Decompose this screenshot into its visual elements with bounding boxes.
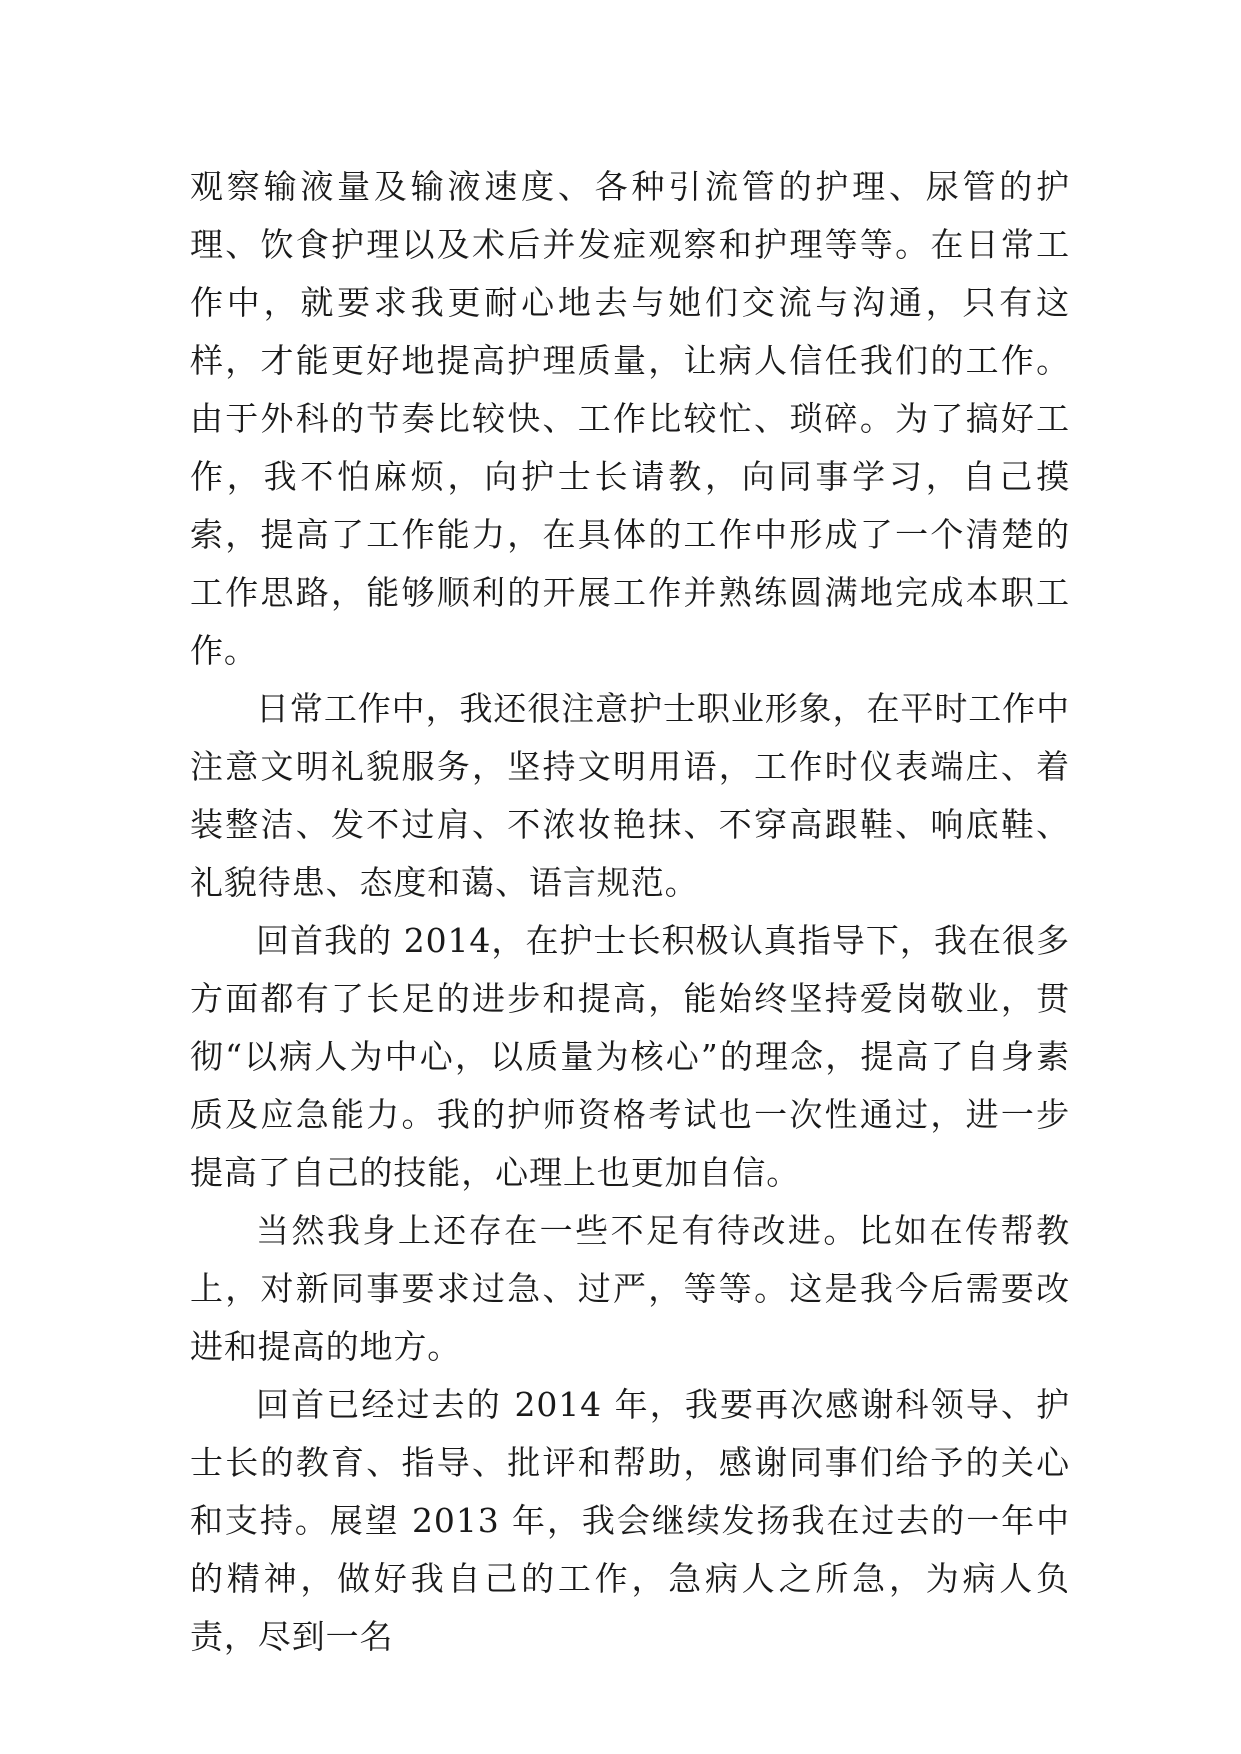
paragraph-3: 回首我的 2014，在护士长积极认真指导下，我在很多方面都有了长足的进步和提高，能始终坚持爱岗敬业，贯彻“以病人为中心，以质量为核心”的理念，提高了自身素质及应急能力。我的护师资格考试也一次性通过，进一步提高了自己的技能，心理上也更加自信。 (190, 921, 1070, 1192)
paragraph-4: 当然我身上还存在一些不足有待改进。比如在传帮教上，对新同事要求过急、过严，等等。这是我今后需要改进和提高的地方。 (190, 1211, 1070, 1366)
paragraph-2: 日常工作中，我还很注意护士职业形象，在平时工作中注意文明礼貌服务，坚持文明用语，工作时仪表端庄、着装整洁、发不过肩、不浓妆艳抹、不穿高跟鞋、响底鞋、礼貌待患、态度和蔼、语言规范。 (190, 689, 1070, 902)
document-body (190, 158, 1070, 1666)
paragraph-1: 观察输液量及输液速度、各种引流管的护理、尿管的护理、饮食护理以及术后并发症观察和护理等等。在日常工作中，就要求我更耐心地去与她们交流与沟通，只有这样，才能更好地提高护理质量，让病人信任我们的工作。由于外科的节奏比较快、工作比较忙、琐碎。为了搞好工作，我不怕麻烦，向护士长请教，向同事学习，自己摸索，提高了工作能力，在具体的工作中形成了一个清楚的工作思路，能够顺利的开展工作并熟练圆满地完成本职工作。 (190, 167, 1070, 670)
paragraph-5: 回首已经过去的 2014 年，我要再次感谢科领导、护士长的教育、指导、批评和帮助，感谢同事们给予的关心和支持。展望 2013 年，我会继续发扬我在过去的一年中的精神，做好我自己的工作，急病人之所急，为病人负责，尽到一名 (190, 1385, 1070, 1656)
